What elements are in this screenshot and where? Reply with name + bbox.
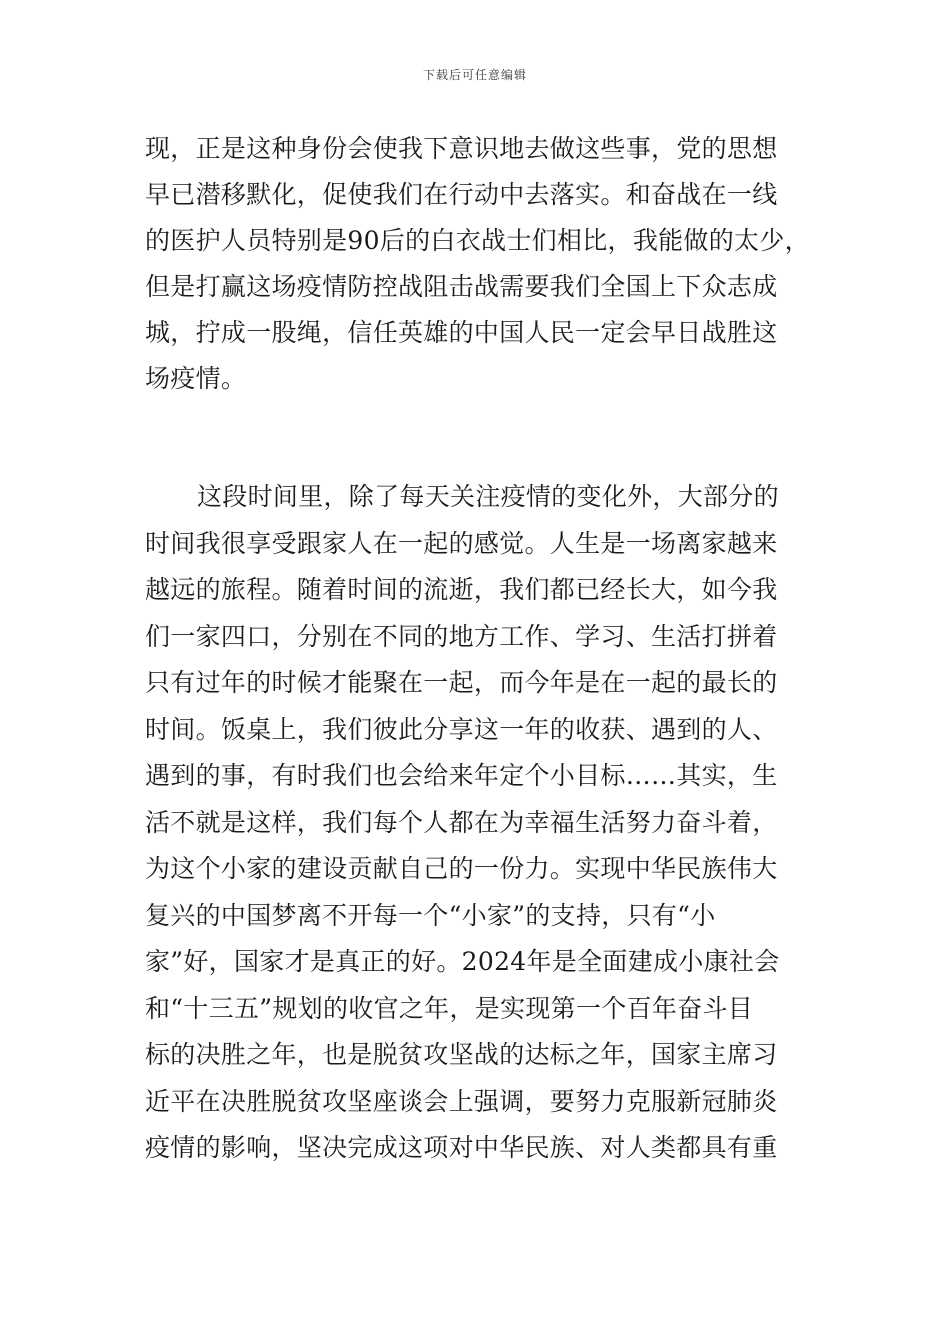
text-line: 城，拧成一股绳，信任英雄的中国人民一定会早日战胜这 [145, 318, 778, 347]
text-line: 只有过年的时候才能聚在一起，而今年是在一起的最长的 [145, 668, 778, 697]
text-line: 的医护人员特别是90后的白衣战士们相比，我能做的太少， [145, 226, 810, 255]
text-line: 时间我很享受跟家人在一起的感觉。人生是一场离家越来 [145, 529, 778, 558]
text-line: 们一家四口，分别在不同的地方工作、学习、生活打拼着 [145, 622, 778, 651]
text-line: 场疫情。 [145, 364, 247, 393]
text-line: 疫情的影响，坚决完成这项对中华民族、对人类都具有重 [145, 1133, 778, 1162]
text-line: 但是打赢这场疫情防控战阻击战需要我们全国上下众志成 [145, 272, 778, 301]
text-line: 家”好，国家才是真正的好。2024年是全面建成小康社会 [145, 947, 780, 976]
text-line: 时间。饭桌上，我们彼此分享这一年的收获、遇到的人、 [145, 715, 778, 744]
text-line: 和“十三五”规划的收官之年，是实现第一个百年奋斗目 [145, 994, 754, 1023]
text-line: 复兴的中国梦离不开每一个“小家”的支持，只有“小 [145, 901, 716, 930]
text-line: 早已潜移默化，促使我们在行动中去落实。和奋战在一线 [145, 180, 778, 209]
text-line: 标的决胜之年，也是脱贫攻坚战的达标之年，国家主席习 [145, 1040, 778, 1069]
text-line: 越远的旅程。随着时间的流逝，我们都已经长大，如今我 [145, 575, 778, 604]
text-line: 现，正是这种身份会使我下意识地去做这些事，党的思想 [145, 134, 778, 163]
text-line: 近平在决胜脱贫攻坚座谈会上强调，要努力克服新冠肺炎 [145, 1087, 778, 1116]
text-line: 这段时间里，除了每天关注疫情的变化外，大部分的 [197, 482, 779, 511]
text-line: 活不就是这样，我们每个人都在为幸福生活努力奋斗着， [145, 808, 778, 837]
page-header: 下载后可任意编辑 [422, 68, 527, 82]
text-line: 为这个小家的建设贡献自己的一份力。实现中华民族伟大 [145, 854, 778, 883]
text-line: 遇到的事，有时我们也会给来年定个小目标……其实，生 [145, 761, 778, 790]
